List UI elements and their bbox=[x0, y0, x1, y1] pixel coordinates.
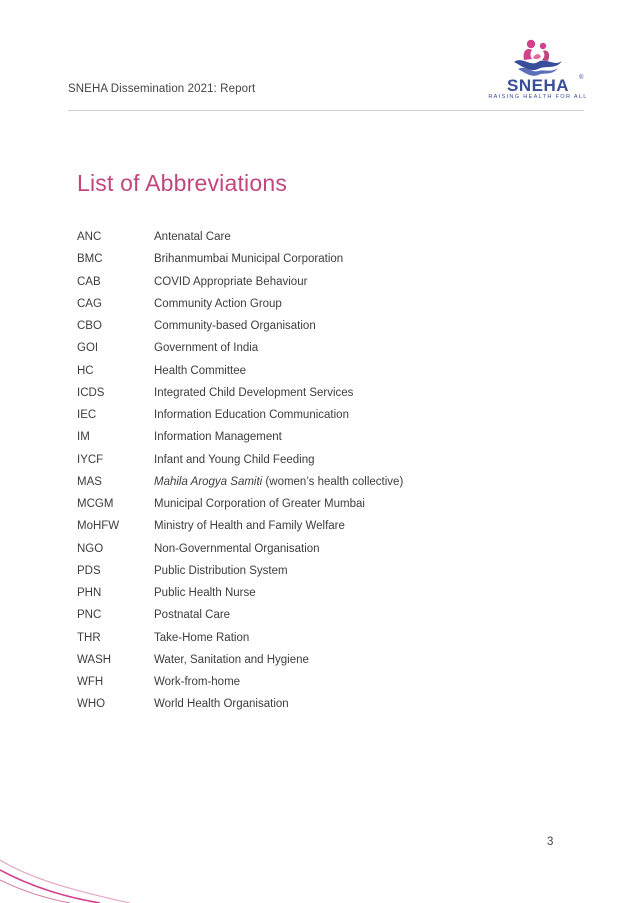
abbreviation-description bbox=[154, 676, 240, 688]
abbreviation-description-text: Public Distribution System bbox=[154, 564, 288, 577]
abbreviation-code: NGO bbox=[77, 542, 104, 555]
abbreviation-row bbox=[77, 560, 497, 582]
abbreviation-code: IM bbox=[77, 431, 90, 444]
abbreviation-code: PDS bbox=[77, 564, 101, 577]
abbreviation-description-text: Community-based Organisation bbox=[154, 320, 316, 333]
abbreviation-description-text: Ministry of Health and Family Welfare bbox=[154, 520, 345, 533]
abbreviation-description-text: Work-from-home bbox=[154, 676, 241, 689]
footer-swoosh-icon bbox=[0, 850, 130, 903]
abbreviation-description-text: Integrated Child Development Services bbox=[154, 386, 354, 399]
abbreviation-code: GOI bbox=[77, 342, 99, 355]
abbreviation-code: HC bbox=[77, 364, 94, 377]
abbreviation-row bbox=[77, 693, 497, 715]
report-title: SNEHA Dissemination 2021: Report bbox=[68, 83, 256, 95]
abbreviation-row bbox=[77, 582, 497, 604]
abbreviation-description-text: Public Health Nurse bbox=[154, 587, 256, 600]
abbreviation-row bbox=[77, 627, 497, 649]
abbreviation-code: PHN bbox=[77, 587, 102, 600]
abbreviation-description bbox=[154, 454, 315, 466]
abbreviation-row bbox=[77, 226, 497, 248]
abbreviation-row bbox=[77, 471, 497, 493]
abbreviation-description bbox=[154, 365, 246, 377]
abbreviation-description bbox=[154, 654, 309, 666]
logo-registered-mark: ® bbox=[579, 75, 584, 81]
abbreviation-description-text: Take-Home Ration bbox=[154, 631, 250, 644]
abbreviation-code: CAB bbox=[77, 275, 101, 288]
abbreviation-description bbox=[154, 565, 288, 577]
abbreviation-description-text: Health Committee bbox=[154, 364, 247, 377]
abbreviation-code: PNC bbox=[77, 609, 102, 622]
abbreviation-row bbox=[77, 315, 497, 337]
abbreviation-code: CAG bbox=[77, 297, 102, 310]
abbreviation-description-text: Antenatal Care bbox=[154, 231, 231, 244]
abbreviation-description-text: Postnatal Care bbox=[154, 609, 231, 622]
abbreviation-row bbox=[77, 337, 497, 359]
abbreviation-description-text: COVID Appropriate Behaviour bbox=[154, 275, 308, 288]
abbreviation-description-text: Government of India bbox=[154, 342, 259, 355]
abbreviation-description bbox=[154, 387, 353, 399]
abbreviation-row bbox=[77, 360, 497, 382]
abbreviation-description-text: World Health Organisation bbox=[154, 698, 289, 711]
abbreviation-description-text: Non-Governmental Organisation bbox=[154, 542, 320, 555]
abbreviation-description bbox=[154, 543, 320, 555]
logo-wordmark: SNEHA bbox=[506, 76, 569, 95]
abbreviation-row bbox=[77, 671, 497, 693]
abbreviation-description bbox=[154, 231, 231, 243]
abbreviation-code: WFH bbox=[77, 676, 104, 689]
abbreviation-description-text: Brihanmumbai Municipal Corporation bbox=[154, 253, 344, 266]
abbreviation-code: MAS bbox=[77, 475, 102, 488]
abbreviation-row bbox=[77, 515, 497, 537]
abbreviation-code: MoHFW bbox=[77, 520, 120, 533]
abbreviation-code: WASH bbox=[77, 653, 112, 666]
abbreviation-row bbox=[77, 248, 497, 270]
abbreviation-code: ANC bbox=[77, 231, 102, 244]
abbreviation-description bbox=[154, 253, 343, 265]
abbreviation-row bbox=[77, 426, 497, 448]
abbreviation-code: ICDS bbox=[77, 386, 105, 399]
abbreviation-row bbox=[77, 293, 497, 315]
abbreviation-description bbox=[154, 276, 307, 288]
abbreviation-description-text: Information Management bbox=[154, 431, 282, 444]
abbreviation-description bbox=[154, 476, 403, 488]
abbreviation-description-text: Information Education Communication bbox=[154, 409, 349, 422]
abbreviation-row bbox=[77, 649, 497, 671]
abbreviation-row bbox=[77, 449, 497, 471]
abbreviation-description bbox=[154, 609, 230, 621]
abbreviation-description-text: Municipal Corporation of Greater Mumbai bbox=[154, 498, 365, 511]
page-title: List of Abbreviations bbox=[77, 170, 288, 196]
abbreviation-row bbox=[77, 404, 497, 426]
abbreviation-description-text: Infant and Young Child Feeding bbox=[154, 453, 315, 466]
abbreviation-description bbox=[154, 632, 249, 644]
abbreviation-description bbox=[154, 698, 289, 710]
abbreviation-code: IYCF bbox=[77, 453, 104, 466]
abbreviation-code: BMC bbox=[77, 253, 103, 266]
abbreviation-description-text: Water, Sanitation and Hygiene bbox=[154, 653, 309, 666]
abbreviation-description bbox=[154, 320, 316, 332]
abbreviation-description bbox=[154, 409, 349, 421]
abbreviation-row bbox=[77, 604, 497, 626]
abbreviation-description-text: (women’s health collective) bbox=[262, 475, 404, 488]
abbreviation-description bbox=[154, 498, 365, 510]
abbreviation-row bbox=[77, 271, 497, 293]
abbreviation-code: THR bbox=[77, 631, 101, 644]
abbreviation-description bbox=[154, 298, 282, 310]
abbreviation-code: IEC bbox=[77, 409, 97, 422]
abbreviation-description bbox=[154, 587, 256, 599]
sneha-emblem-icon bbox=[488, 34, 588, 78]
abbreviation-list bbox=[77, 226, 497, 716]
abbreviation-description bbox=[154, 342, 258, 354]
sneha-logo bbox=[488, 34, 588, 100]
abbreviation-code: CBO bbox=[77, 320, 102, 333]
abbreviation-code: WHO bbox=[77, 698, 106, 711]
page-number: 3 bbox=[547, 836, 554, 848]
abbreviation-row bbox=[77, 493, 497, 515]
abbreviation-row bbox=[77, 538, 497, 560]
logo-tagline: RAISING HEALTH FOR ALL bbox=[488, 94, 588, 100]
abbreviation-description-text: Community Action Group bbox=[154, 297, 282, 310]
abbreviation-row bbox=[77, 382, 497, 404]
abbreviation-description bbox=[154, 520, 345, 532]
abbreviation-code: MCGM bbox=[77, 498, 114, 511]
header-divider bbox=[68, 110, 584, 111]
abbreviation-description bbox=[154, 431, 282, 443]
abbreviation-description-italic: Mahila Arogya Samiti bbox=[154, 475, 263, 488]
